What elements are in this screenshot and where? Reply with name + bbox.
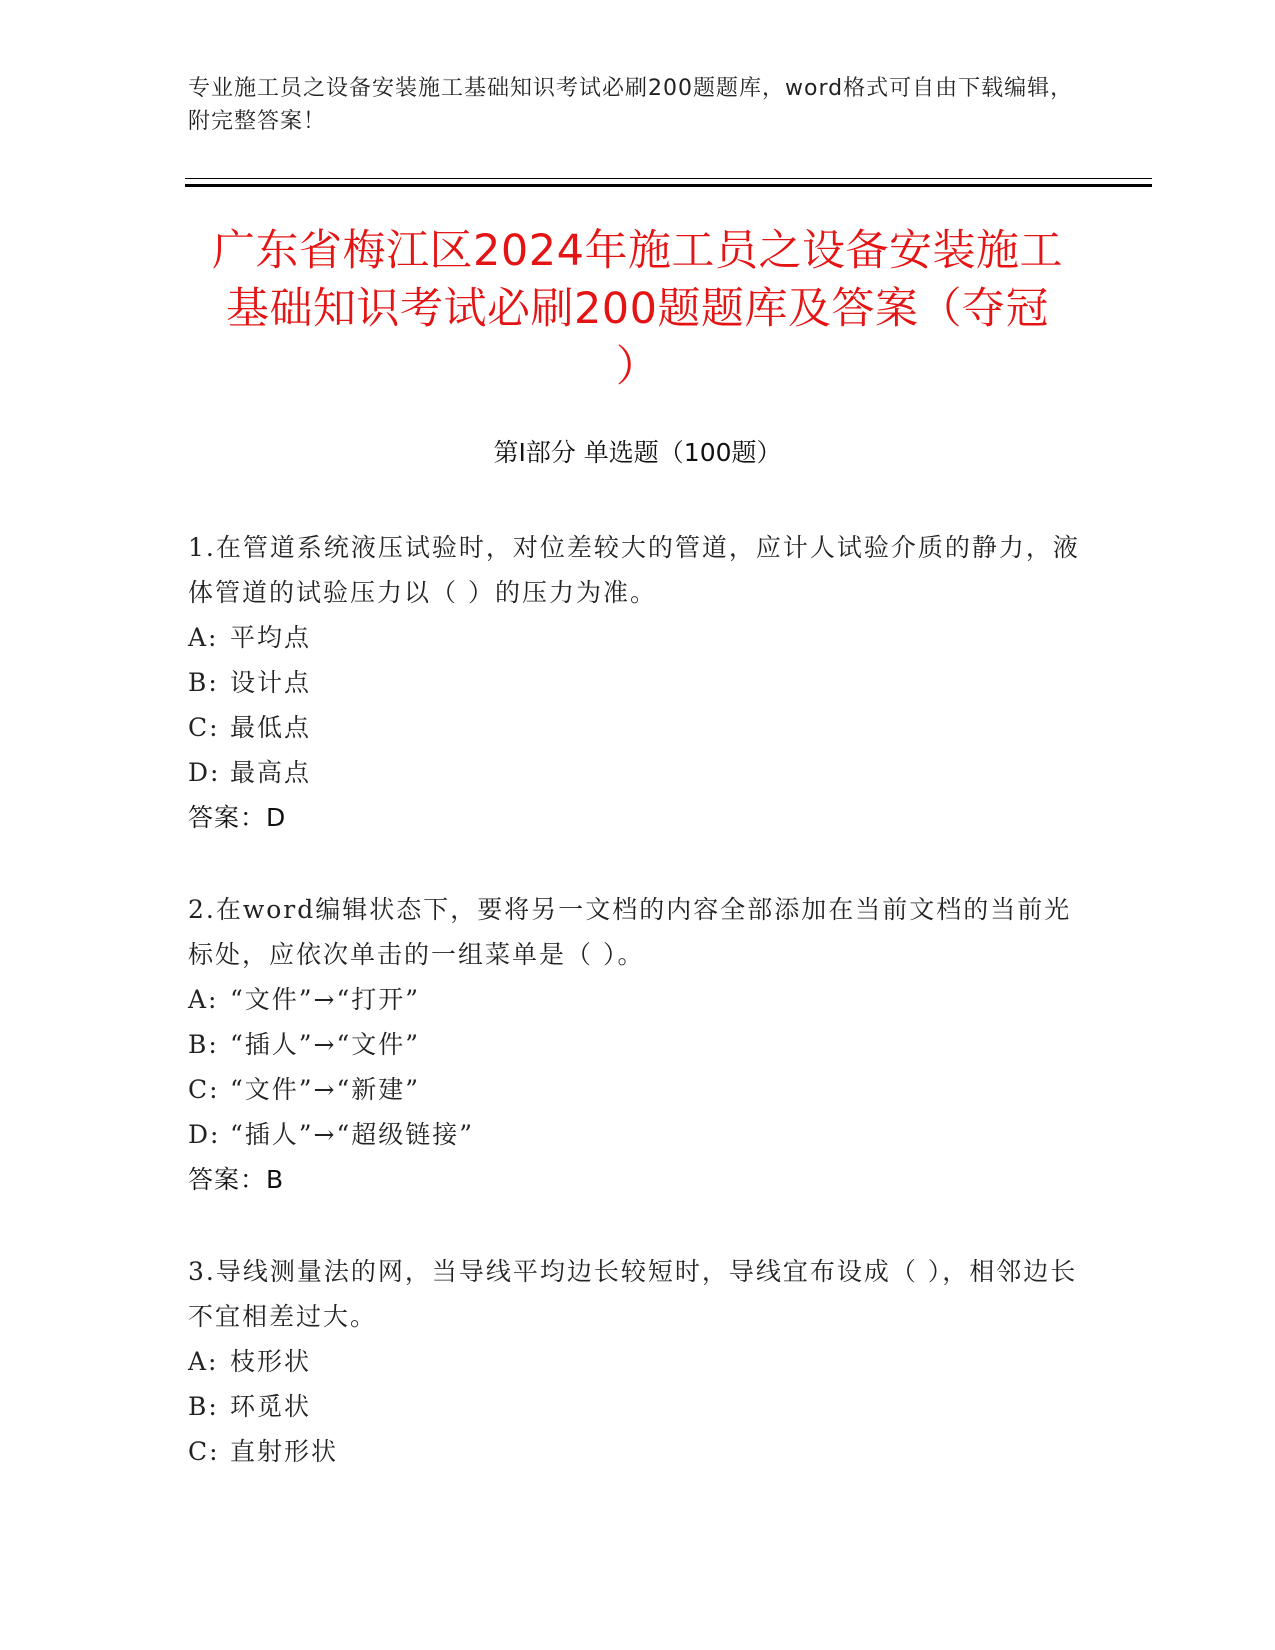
option-letter: D:: [188, 758, 221, 787]
title-line: 基础知识考试必刷200题题库及答案（夺冠: [225, 284, 1050, 334]
question-2: [188, 887, 1088, 1202]
option-letter: C:: [188, 1075, 220, 1104]
option-a: [188, 1339, 1088, 1384]
option-text: 直射形状: [230, 1437, 339, 1466]
document-title: [185, 222, 1090, 396]
answer-line: [188, 795, 1088, 840]
option-text: “插人”→“超级链接”: [230, 1120, 475, 1149]
option-text: “文件”→“打开”: [230, 985, 421, 1014]
section-title: 第Ⅰ部分 单选题（100题）: [493, 438, 782, 467]
option-text: 枝形状: [230, 1347, 312, 1376]
option-text: 平均点: [230, 623, 312, 652]
option-letter: B:: [188, 1030, 219, 1059]
option-letter: C:: [188, 1437, 220, 1466]
option-letter: A:: [188, 985, 219, 1014]
option-b: [188, 1022, 1088, 1067]
question-stem: 2.在word编辑状态下，要将另一文档的内容全部添加在当前文档的当前光标处，应依次单击的一组菜单是（ ）。: [188, 895, 1072, 969]
option-letter: A:: [188, 1347, 219, 1376]
answer-label: 答案：: [188, 1165, 267, 1194]
answer-value: D: [266, 803, 287, 832]
option-c: [188, 1067, 1088, 1112]
answer-line: [188, 1157, 1088, 1202]
header-note: 专业施工员之设备安装施工基础知识考试必刷200题题库，word格式可自由下载编辑，附完整答案！: [188, 76, 1074, 134]
option-text: 最低点: [230, 713, 312, 742]
option-letter: B:: [188, 668, 219, 697]
answer-label: 答案：: [188, 803, 267, 832]
question-1: [188, 525, 1088, 840]
option-text: 最高点: [230, 758, 312, 787]
option-text: “文件”→“新建”: [230, 1075, 421, 1104]
option-text: 设计点: [230, 668, 312, 697]
option-b: [188, 1384, 1088, 1429]
header-divider-thin: [185, 178, 1152, 179]
question-3: [188, 1249, 1088, 1474]
option-b: [188, 660, 1088, 705]
title-line: 广东省梅江区2024年施工员之设备安装施工: [212, 226, 1063, 276]
option-letter: A:: [188, 623, 219, 652]
option-c: [188, 1429, 1088, 1474]
option-c: [188, 705, 1088, 750]
option-a: [188, 615, 1088, 660]
option-text: “插人”→“文件”: [230, 1030, 421, 1059]
header-divider-thick: [185, 184, 1152, 187]
option-d: [188, 1112, 1088, 1157]
answer-value: B: [266, 1165, 285, 1194]
option-text: 环觅状: [230, 1392, 312, 1421]
option-letter: D:: [188, 1120, 221, 1149]
option-letter: B:: [188, 1392, 219, 1421]
option-d: [188, 750, 1088, 795]
question-stem: 3.导线测量法的网，当导线平均边长较短时，导线宜布设成（ ），相邻边长不宜相差过大。: [188, 1257, 1078, 1331]
option-a: [188, 977, 1088, 1022]
option-letter: C:: [188, 713, 220, 742]
title-line: ）: [615, 342, 660, 392]
question-stem: 1.在管道系统液压试验时，对位差较大的管道，应计人试验介质的静力，液体管道的试验压力以（ ）的压力为准。: [188, 533, 1080, 607]
